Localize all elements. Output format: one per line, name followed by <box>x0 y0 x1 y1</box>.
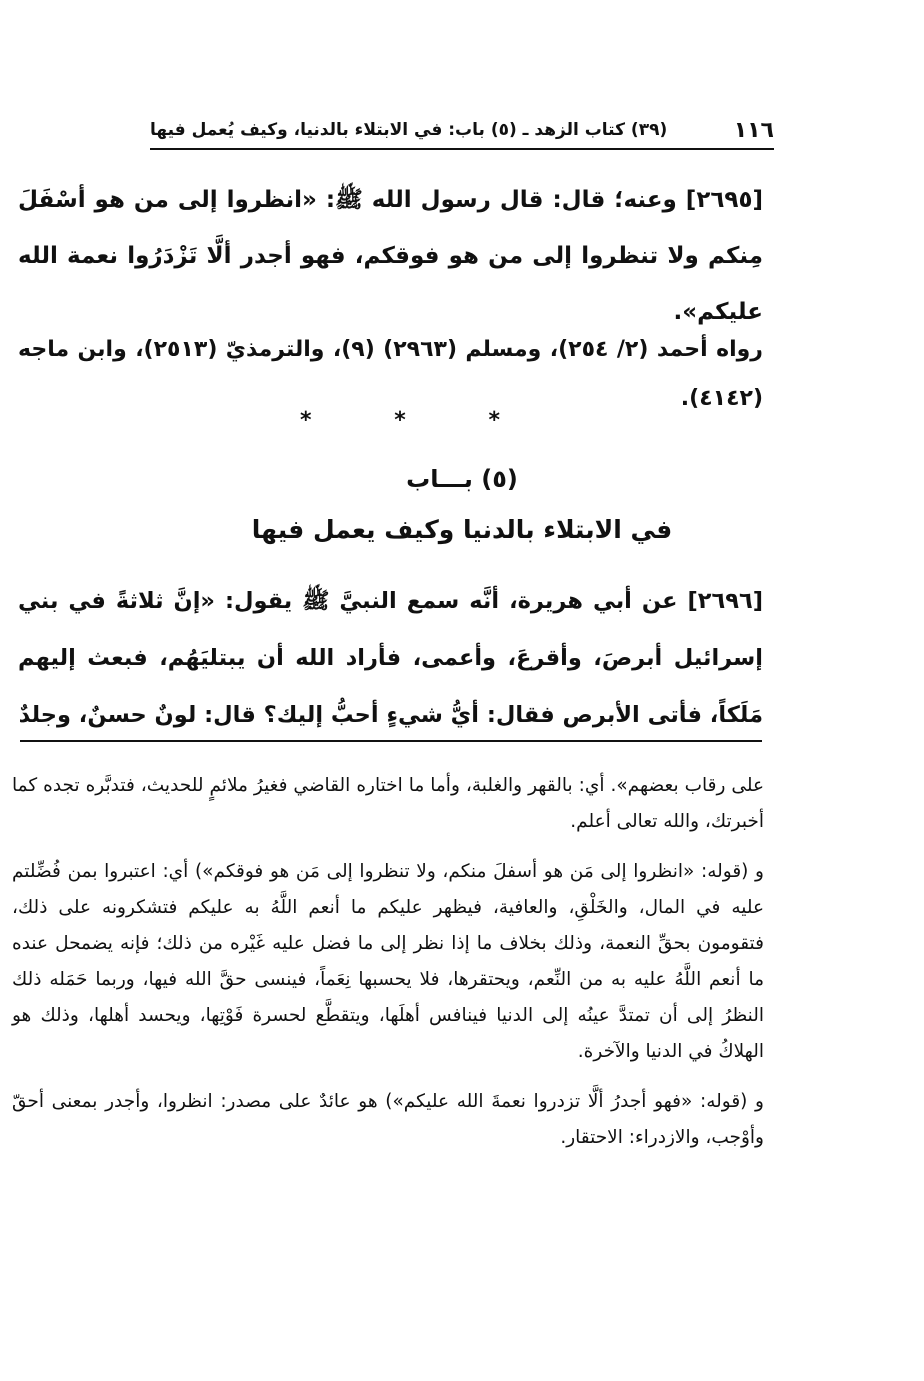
hadith-2695 <box>18 172 763 340</box>
hadith-2696: [٢٦٩٦] عن أبي هريرة، أنَّه سمع النبيَّ ﷺ يقول: «إنَّ ثلاثةً في بني إسرائيل أبرصَ، وأقرعَ، وأعمى، فأراد الله أن يبتليَهُم، فبعث إليهم مَلَكاً، فأتى الأبرص فقال: أيُّ شيءٍ أحبُّ إليك؟ قال: لونٌ حسنٌ، وجلدٌ <box>18 588 763 728</box>
footnotes <box>12 768 764 1170</box>
separator-star: * <box>488 408 500 433</box>
footnote-paragraph: و (قوله: «فهو أجدرُ ألَّا تزدروا نعمةَ الله عليكم») هو عائدٌ على مصدر: انظروا، وأجدر بمعنى أحقّ وأوْجب، والازدراء: الاحتقار. <box>12 1091 764 1148</box>
chapter-title: في الابتلاء بالدنيا وكيف يعمل فيها <box>251 515 673 544</box>
page-number: ١١٦ <box>733 117 774 143</box>
header-divider <box>150 148 774 150</box>
section-separator <box>300 408 500 433</box>
hadith-2695-source: رواه أحمد (٢/ ٢٥٤)، ومسلم (٢٩٦٣) (٩)، والترمذيّ (٢٥١٣)، وابن ماجه (٤١٤٢). <box>18 337 763 411</box>
chapter-label: (٥) بـــاب <box>406 465 518 493</box>
hadith-2695-text: [٢٦٩٥] وعنه؛ قال: قال رسول الله ﷺ: «انظروا إلى من هو أسْفَلَ مِنكم ولا تنظروا إلى من هو فوقكم، فهو أجدر ألَّا تَزْدَرُوا نعمة الله عليكم». <box>18 187 763 325</box>
running-title: (٣٩) كتاب الزهد ـ (٥) باب: في الابتلاء بالدنيا، وكيف يُعمل فيها <box>150 120 668 140</box>
separator-star: * <box>394 408 406 433</box>
running-header <box>150 112 774 148</box>
footnote-paragraph: على رقاب بعضهم». أي: بالقهر والغلبة، وأما ما اختاره القاضي فغيرُ ملائمٍ للحديث، فتدبَّره تجده كما أخبرتك، والله تعالى أعلم. <box>12 775 764 832</box>
separator-star: * <box>300 408 312 433</box>
footnote-divider <box>20 740 762 742</box>
footnote-paragraph: و (قوله: «انظروا إلى مَن هو أسفلَ منكم، ولا تنظروا إلى مَن هو فوقكم») أي: اعتبروا بمن فُضِّلتم عليه في المال، والخَلْقِ، والعافية، فيظهر عليكم ما أنعم اللَّهُ به عليكم فتشكرونه على ذلك، فتقومون بحقِّ النعمة، وذلك بخلاف ما إذا نظر إلى ما فضل عليه غَيْره من ذلك؛ فإنه يضمحل عنده ما أنعم اللَّهُ عليه به من النِّعم، ويحتقرها، فلا يحسبها نِعَماً، فينسى حقَّ الله فيها، وربما حَمَله ذلك النظرُ إلى أن تمتدَّ عينُه إلى الدنيا فينافس أهلَها، ويتقطَّع لحسرة فَوْتِها، ويحسد أهلها، وذلك هو الهلاكُ في الدنيا والآخرة. <box>12 861 764 1062</box>
